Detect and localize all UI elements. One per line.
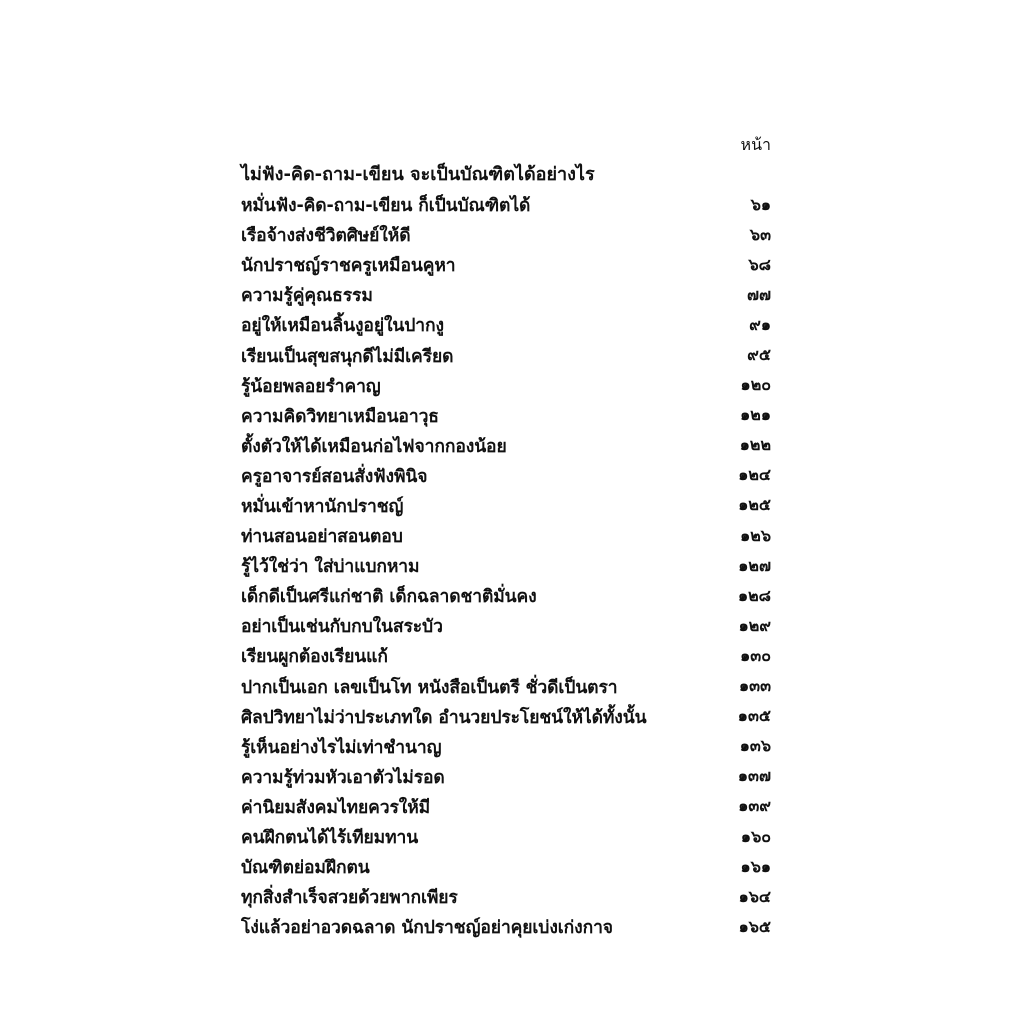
- toc-entry: [241, 672, 771, 702]
- toc-entry-page-number: ๑๓๕: [737, 706, 771, 726]
- toc-entry: [241, 882, 771, 912]
- toc-entry: [241, 431, 771, 461]
- toc-entry-page-number: ๑๓๖: [739, 736, 771, 756]
- toc-entry-title: ค่านิยมสังคมไทยควรให้มี: [241, 797, 431, 818]
- toc-entry-title: ศิลปวิทยาไม่ว่าประเภทใด อำนวยประโยชน์ให้ได้ทั้งนั้น: [241, 707, 647, 728]
- toc-entry: [241, 702, 771, 732]
- toc-entry-page-number: ๑๖๑: [740, 856, 771, 876]
- toc-entry: [241, 762, 771, 792]
- toc-entry: [241, 250, 771, 280]
- toc-entry-page-number: ๖๑: [750, 194, 771, 214]
- section-heading: ไม่ฟัง-คิด-ถาม-เขียน จะเป็นบัณฑิตได้อย่างไร: [241, 164, 595, 185]
- toc-entry-page-number: ๑๖๕: [738, 916, 771, 936]
- toc-entry: [241, 581, 771, 611]
- toc-entry-page-number: ๑๓๓: [738, 676, 771, 696]
- toc-entry: [241, 491, 771, 521]
- toc-entry: [241, 852, 771, 882]
- toc-entry: [241, 641, 771, 671]
- toc-entry: [241, 280, 771, 310]
- toc-entry-title: ท่านสอนอย่าสอนตอบ: [241, 527, 403, 548]
- toc-entry-title: ความรู้คู่คุณธรรม: [241, 286, 373, 307]
- toc-entry-title: เรียนผูกต้องเรียนแก้: [241, 647, 388, 668]
- toc-entry-page-number: ๑๒๔: [738, 465, 771, 485]
- toc-entry-title: เรียนเป็นสุขสนุกดีไม่มีเครียด: [241, 346, 454, 367]
- toc-entry-title: คนฝึกตนได้ไร้เทียมทาน: [241, 828, 419, 849]
- toc-entry-page-number: ๙๑: [749, 314, 771, 334]
- toc-entry-title: ตั้งตัวให้ได้เหมือนก่อไฟจากกองน้อย: [241, 436, 507, 457]
- toc-entry-page-number: ๑๓๐: [740, 645, 771, 665]
- toc-entry-page-number: ๑๒๗: [738, 555, 771, 575]
- toc-entry-title: นักปราชญ์ราชครูเหมือนคูหา: [241, 256, 456, 277]
- toc-entry-page-number: ๗๗: [746, 284, 771, 304]
- toc-entry: [241, 822, 771, 852]
- toc-entry-title: รู้น้อยพลอยรำคาญ: [241, 376, 381, 397]
- toc-entry-page-number: ๑๒๙: [738, 615, 771, 635]
- toc-entry-page-number: ๑๒๐: [740, 375, 771, 395]
- toc-entry-title: เรือจ้างส่งชีวิตศิษย์ให้ดี: [241, 226, 411, 247]
- toc-entry: [241, 521, 771, 551]
- toc-entry-title: รู้ไว้ใช่ว่า ใส่บ่าแบกหาม: [241, 557, 420, 578]
- toc-entry-page-number: ๑๓๗: [737, 766, 771, 786]
- toc-entry-title: อยู่ให้เหมือนลิ้นงูอยู่ในปากงู: [241, 316, 444, 337]
- toc-entry-list: [241, 190, 771, 942]
- table-of-contents: [241, 130, 771, 942]
- toc-entry-page-number: ๖๓: [749, 224, 771, 244]
- toc-entry-title: ความคิดวิทยาเหมือนอาวุธ: [241, 406, 439, 427]
- toc-entry-page-number: ๑๖๐: [740, 826, 771, 846]
- toc-entry-page-number: ๑๒๑: [740, 405, 771, 425]
- toc-entry: [241, 912, 771, 942]
- toc-entry-page-number: ๑๒๒: [739, 435, 771, 455]
- toc-entry: [241, 792, 771, 822]
- toc-entry: [241, 611, 771, 641]
- toc-entry-page-number: ๙๕: [747, 345, 771, 365]
- toc-entry-page-number: ๑๖๔: [738, 886, 771, 906]
- toc-entry: [241, 190, 771, 220]
- toc-entry-title: ครูอาจารย์สอนสั่งฟังพินิจ: [241, 466, 428, 487]
- toc-entry-title: หมั่นเข้าหานักปราชญ์: [241, 496, 404, 517]
- toc-entry-title: อย่าเป็นเช่นกับกบในสระบัว: [241, 617, 443, 638]
- toc-entry: [241, 220, 771, 250]
- page-column-header: หน้า: [740, 135, 771, 154]
- toc-entry-page-number: ๖๘: [748, 254, 771, 274]
- toc-entry: [241, 371, 771, 401]
- toc-entry: [241, 461, 771, 491]
- toc-entry: [241, 732, 771, 762]
- toc-entry: [241, 310, 771, 340]
- toc-entry-page-number: ๑๒๕: [738, 495, 771, 515]
- toc-entry-title: โง่แล้วอย่าอวดฉลาด นักปราชญ์อย่าคุยเบ่งเก่งกาจ: [241, 918, 613, 939]
- toc-entry-title: เด็กดีเป็นศรีแก่ชาติ เด็กฉลาดชาติมั่นคง: [241, 587, 537, 608]
- toc-entry-title: ปากเป็นเอก เลขเป็นโท หนังสือเป็นตรี ชั่วดีเป็นตรา: [241, 677, 618, 698]
- toc-entry-page-number: ๑๓๙: [738, 796, 771, 816]
- toc-entry: [241, 551, 771, 581]
- toc-entry: [241, 340, 771, 370]
- toc-entry-title: รู้เห็นอย่างไรไม่เท่าชำนาญ: [241, 737, 442, 758]
- toc-entry-title: ทุกสิ่งสำเร็จสวยด้วยพากเพียร: [241, 888, 458, 909]
- toc-entry-title: ความรู้ท่วมหัวเอาตัวไม่รอด: [241, 767, 445, 788]
- toc-entry: [241, 401, 771, 431]
- toc-entry-page-number: ๑๒๖: [740, 525, 771, 545]
- toc-entry-title: หมั่นฟัง-คิด-ถาม-เขียน ก็เป็นบัณฑิตได้: [241, 196, 531, 217]
- toc-entry-page-number: ๑๒๘: [737, 585, 771, 605]
- toc-entry-title: บัณฑิตย่อมฝึกตน: [241, 858, 370, 879]
